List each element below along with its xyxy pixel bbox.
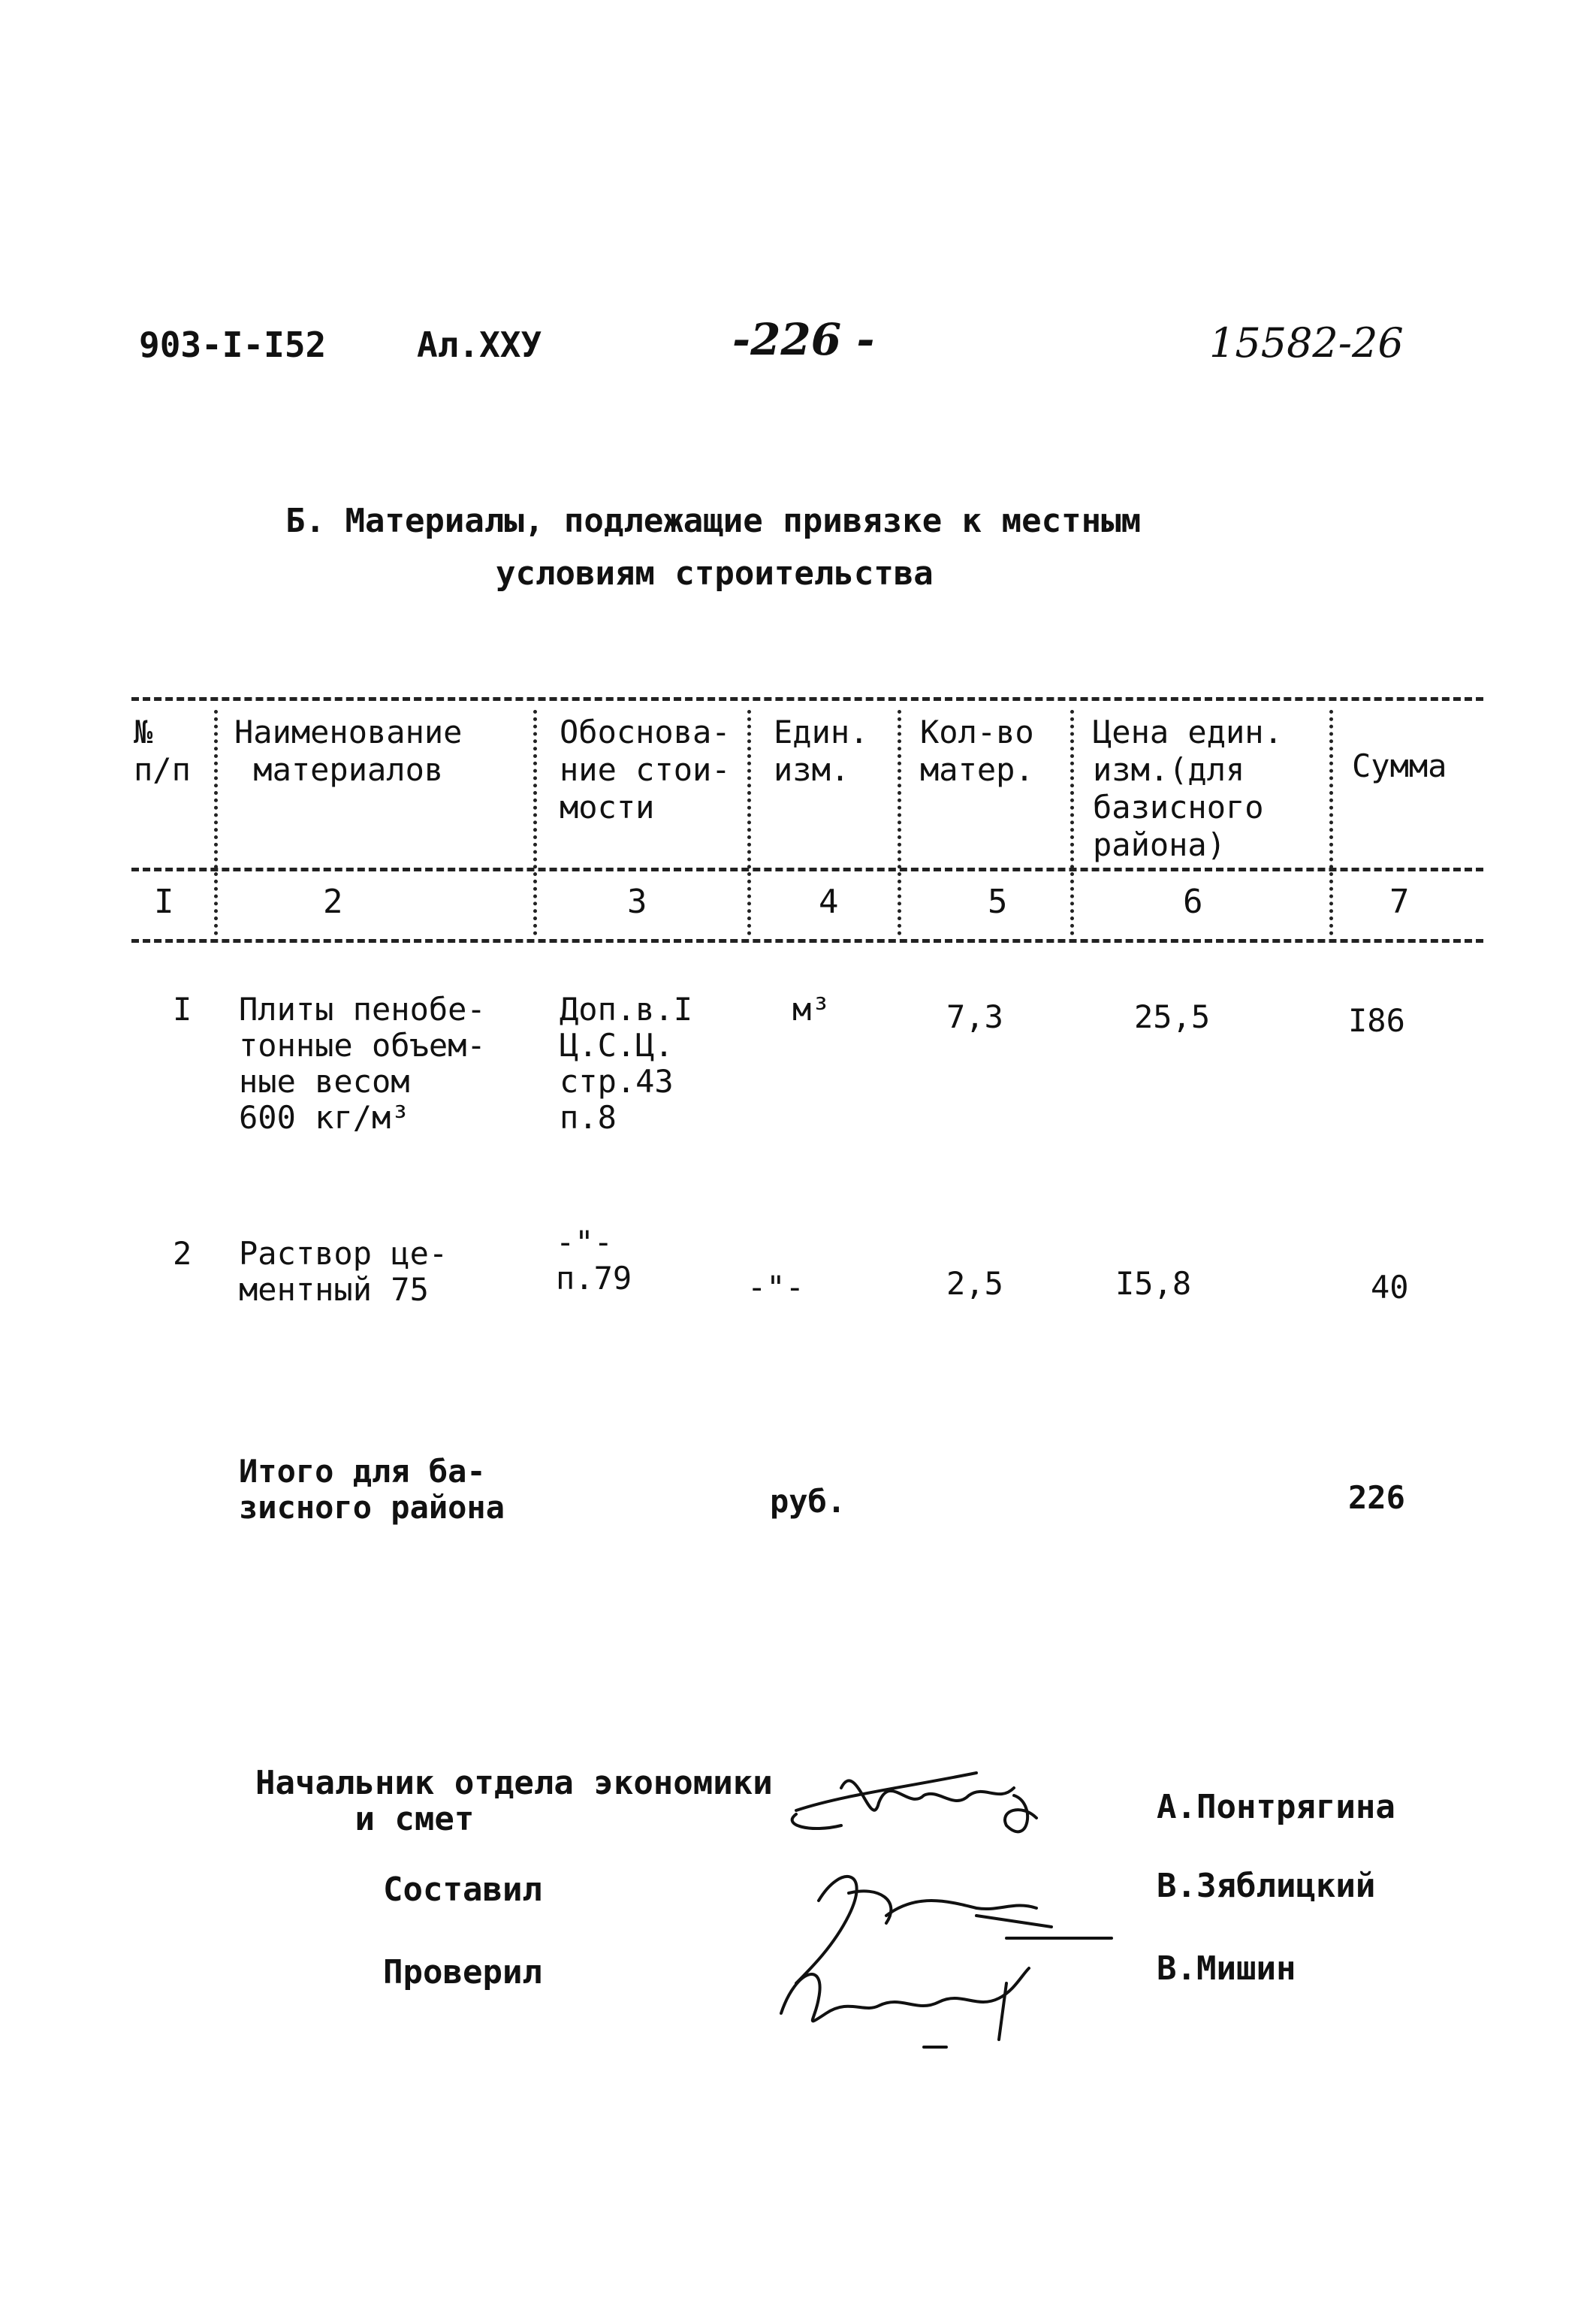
column-header-unit: Един. изм. [774,714,869,788]
column-number: 4 [819,883,839,921]
sum: I86 [1348,1002,1405,1039]
unit-price: 25,5 [1134,998,1211,1035]
signature-stroke-checked [781,1968,1029,2047]
total-sum: 226 [1348,1479,1405,1516]
section-title-line2: условиям строительства [496,554,934,593]
material-name: Плиты пенобе- тонные объем- ные весом 600 кг/м³ [239,991,486,1136]
quantity: 7,3 [946,998,1003,1035]
sum: 40 [1371,1269,1409,1306]
column-number: I [154,883,174,921]
column-header-quantity: Кол-во матер. [920,714,1034,788]
column-separator [1329,710,1333,935]
unit-price: I5,8 [1115,1265,1192,1302]
column-separator [747,710,751,935]
signature-name-checked: В.Мишин [1157,1949,1296,1988]
signature-role-checked: Проверил [383,1953,542,1991]
row-number: I [173,991,192,1028]
signature-name-head: А.Понтрягина [1157,1788,1395,1826]
handwritten-signatures [751,1743,1142,2058]
signature-stroke-head [792,1773,1036,1831]
column-header-basis: Обоснова- ние стои- мости [560,714,731,826]
table-top-border [131,697,1483,701]
table-numbers-separator [131,939,1483,943]
total-unit: руб. [770,1483,846,1520]
signature-stroke-compiled [796,1877,1112,1983]
cost-basis: Доп.в.I Ц.С.Ц. стр.43 п.8 [560,991,693,1136]
signature-role-compiled: Составил [383,1871,542,1909]
unit: -"- [747,1269,804,1306]
archive-number: 15582-26 [1209,319,1404,367]
total-label: Итого для ба- зисного района [239,1453,505,1526]
column-separator [898,710,901,935]
material-name: Раствор це- ментный 75 [239,1235,448,1308]
column-number: 2 [323,883,343,921]
page-number: -226 - [732,314,875,365]
column-number: 6 [1183,883,1203,921]
column-number: 7 [1389,883,1410,921]
section-title-line1: Б. Материалы, подлежащие привязке к местным [285,502,1142,540]
quantity: 2,5 [946,1265,1003,1302]
signature-name-compiled: В.Зяблицкий [1157,1867,1376,1905]
column-separator [533,710,537,935]
album-number: Ал.XXУ [417,325,542,365]
column-number: 3 [627,883,647,921]
row-number: 2 [173,1235,192,1272]
column-separator [1070,710,1074,935]
document-code: 903-I-I52 [139,325,327,365]
column-header-name: Наименование материалов [234,714,463,788]
table-header-separator [131,868,1483,871]
column-header-sum: Сумма [1352,747,1447,784]
column-number: 5 [988,883,1008,921]
cost-basis: -"- п.79 [556,1224,632,1297]
column-header-price: Цена един. изм.(для базисного района) [1093,714,1283,863]
signature-role-head: Начальник отдела экономики и смет [255,1764,773,1838]
column-separator [214,710,218,935]
column-header-number: № п/п [134,714,191,788]
unit: м³ [792,991,831,1028]
